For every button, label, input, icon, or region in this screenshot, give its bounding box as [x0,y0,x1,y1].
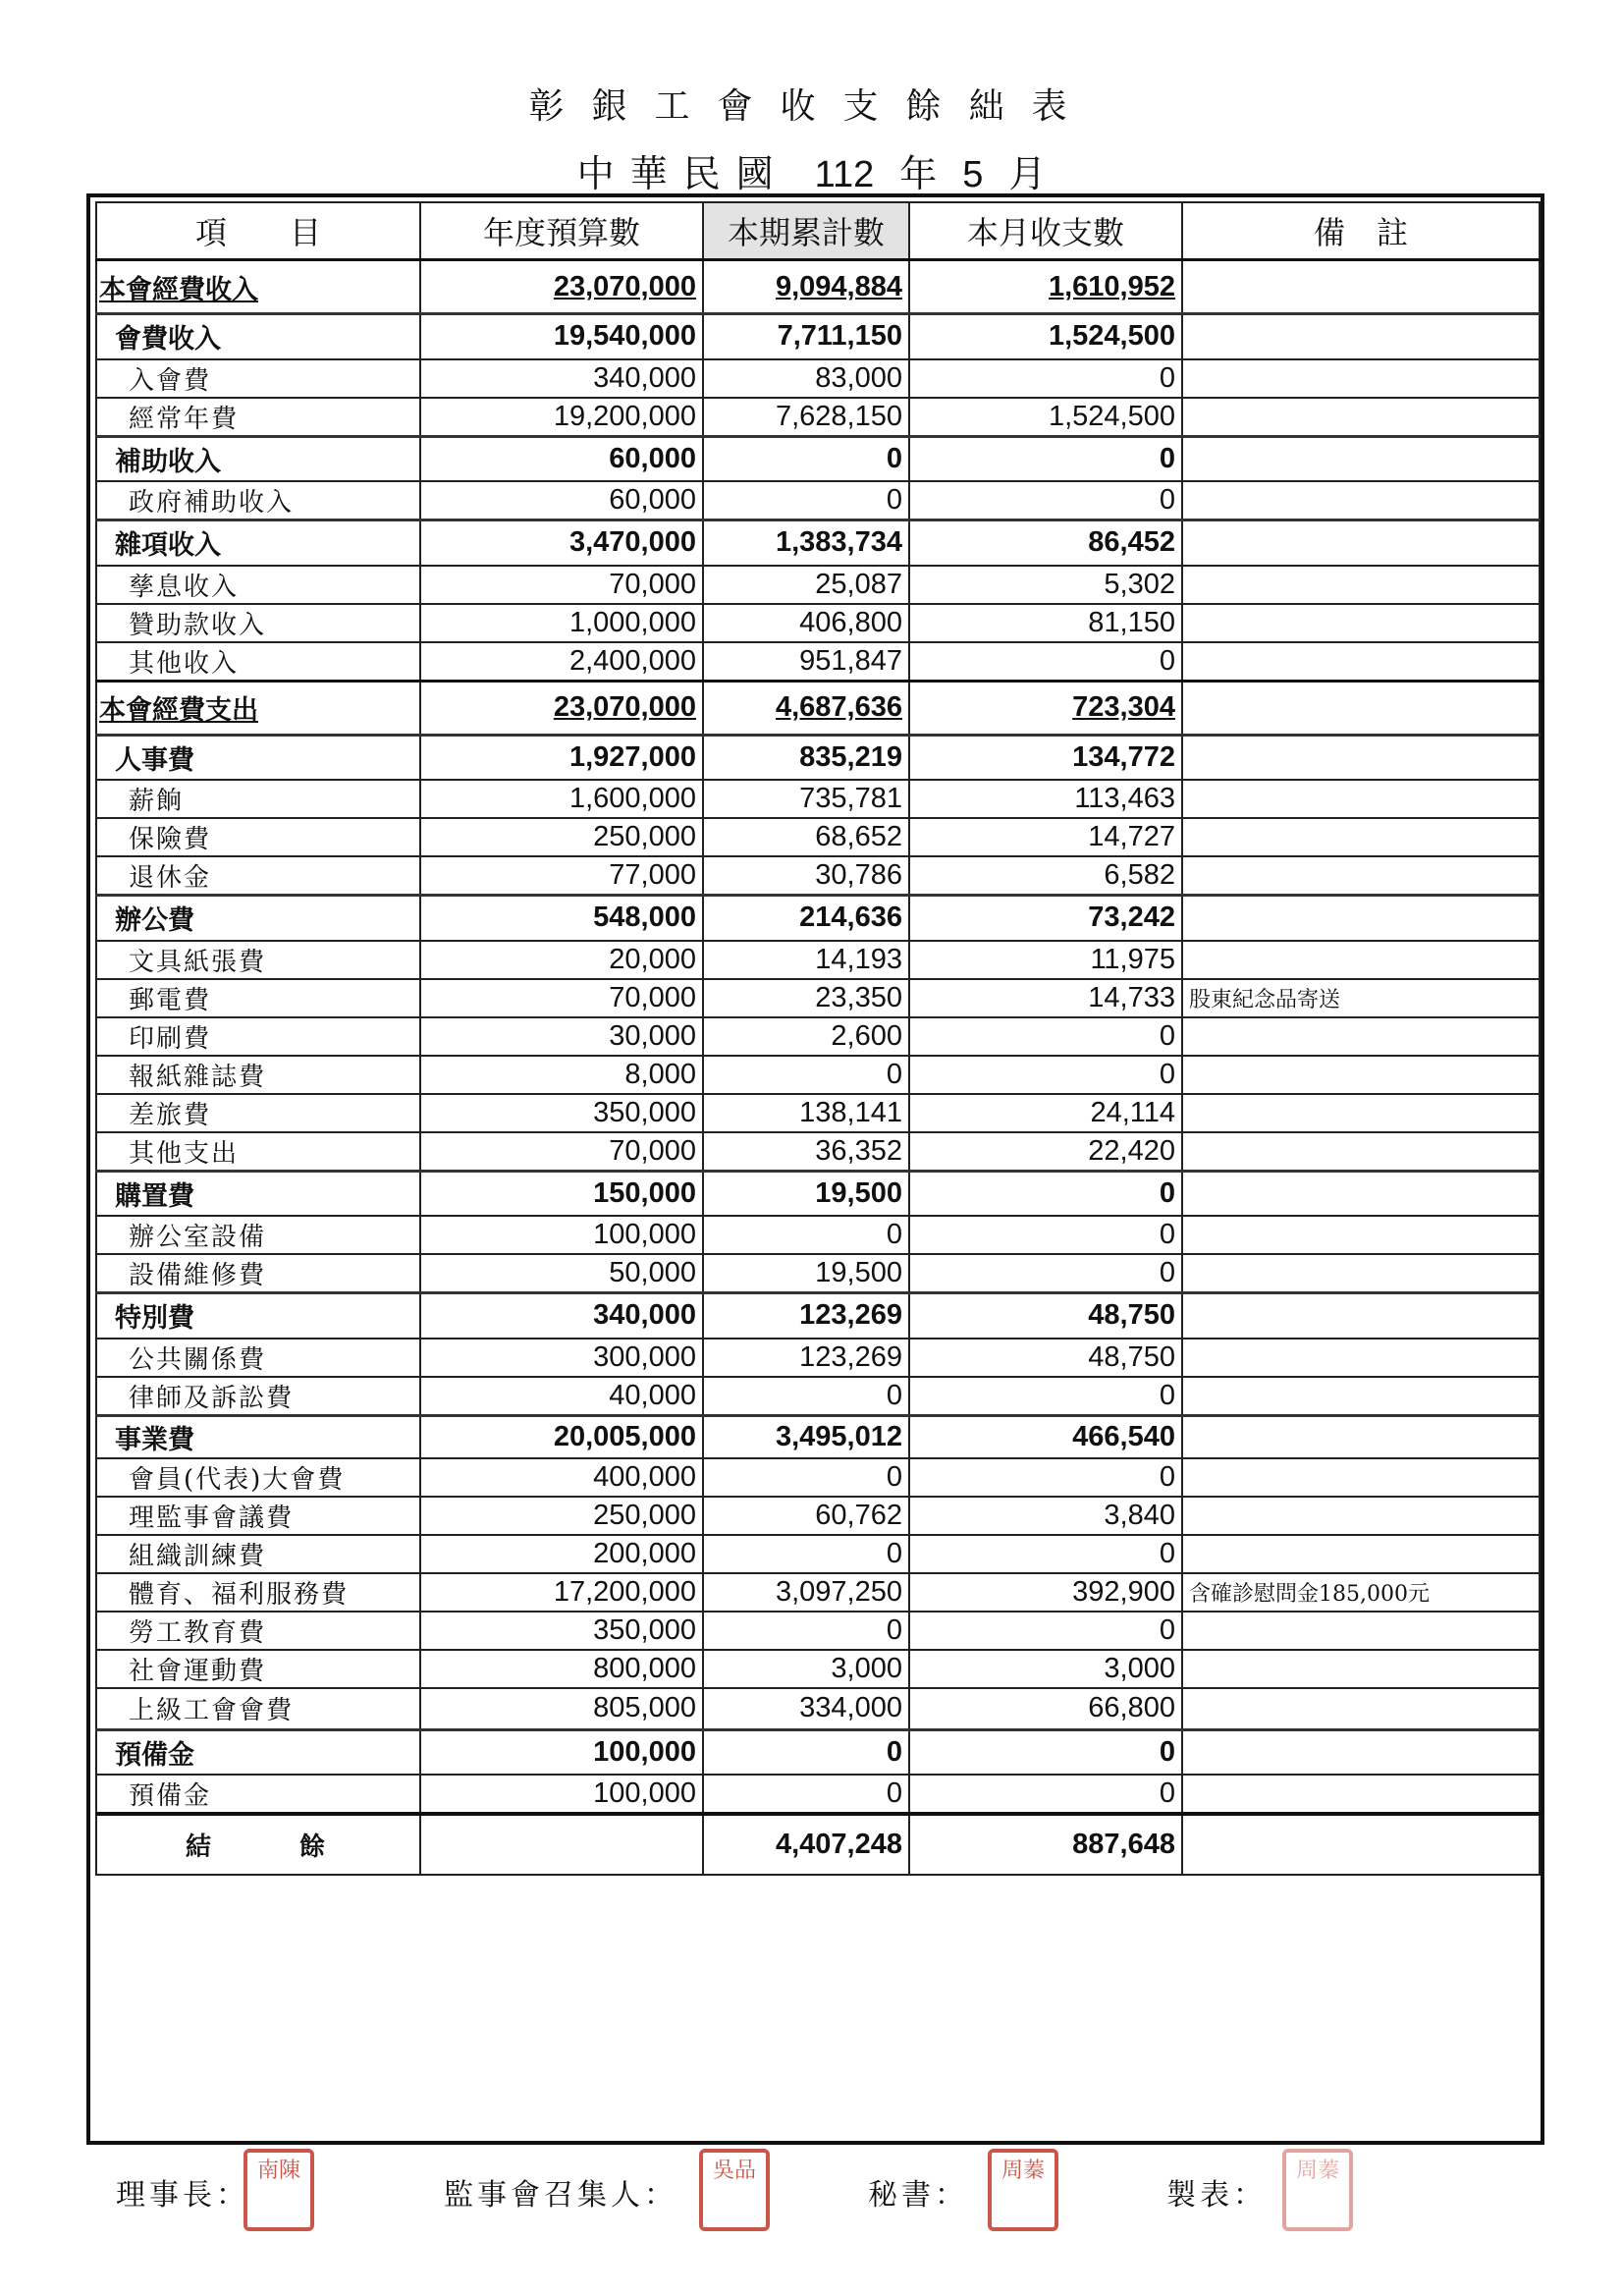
row-cumulative: 123,269 [703,1293,909,1339]
row-budget: 1,600,000 [420,780,703,818]
row-label: 設備維修費 [96,1254,420,1293]
row-note [1182,1293,1540,1339]
row-monthly: 24,114 [909,1094,1182,1132]
era-label: 中華民國 [576,152,789,195]
table-row [96,1458,1540,1497]
row-monthly: 6,582 [909,856,1182,896]
row-note [1182,1171,1540,1216]
chair-label: 理事長： [116,2178,249,2213]
row-note [1182,1254,1540,1293]
row-budget: 77,000 [420,856,703,896]
row-note [1182,1497,1540,1535]
row-monthly: 392,900 [909,1573,1182,1612]
table-row [96,856,1540,896]
row-label: 會員(代表)大會費 [96,1458,420,1497]
table-row [96,520,1540,566]
row-monthly: 134,772 [909,735,1182,780]
row-cumulative: 1,383,734 [703,520,909,566]
row-budget: 40,000 [420,1377,703,1416]
row-note [1182,1458,1540,1497]
row-budget: 340,000 [420,359,703,398]
row-monthly: 0 [909,481,1182,520]
row-monthly: 0 [909,1729,1182,1775]
row-budget: 400,000 [420,1458,703,1497]
row-note [1182,1017,1540,1056]
row-label: 預備金 [96,1729,420,1775]
row-note [1182,1216,1540,1254]
row-cumulative: 406,800 [703,604,909,642]
row-label: 保險費 [96,818,420,856]
row-budget: 350,000 [420,1612,703,1650]
row-note [1182,1729,1540,1775]
row-monthly: 73,242 [909,896,1182,941]
row-note [1182,1535,1540,1573]
table-row [96,1775,1540,1814]
row-cumulative: 0 [703,436,909,481]
table-row [96,359,1540,398]
row-monthly: 466,540 [909,1415,1182,1458]
row-cumulative: 123,269 [703,1339,909,1377]
row-note [1182,604,1540,642]
row-budget: 70,000 [420,566,703,604]
table-row [96,604,1540,642]
row-monthly: 48,750 [909,1293,1182,1339]
table-row [96,1650,1540,1688]
month-unit: 月 [1008,152,1047,195]
page-title: 彰銀工會收支餘絀表 [528,86,1095,127]
row-note [1182,681,1540,735]
row-label: 體育、福利服務費 [96,1573,420,1612]
surplus-note [1182,1814,1540,1875]
row-cumulative: 0 [703,1775,909,1814]
surplus-monthly: 887,648 [909,1814,1182,1875]
row-budget: 20,005,000 [420,1415,703,1458]
row-budget: 250,000 [420,1497,703,1535]
row-label: 其他收入 [96,642,420,682]
table-row [96,1535,1540,1573]
row-budget: 23,070,000 [420,260,703,314]
table-row [96,1293,1540,1339]
row-label: 購置費 [96,1171,420,1216]
row-label: 勞工教育費 [96,1612,420,1650]
row-monthly: 0 [909,1612,1182,1650]
row-label: 辦公費 [96,896,420,941]
row-cumulative: 0 [703,1729,909,1775]
row-note [1182,856,1540,896]
row-monthly: 0 [909,1535,1182,1573]
row-monthly: 0 [909,1377,1182,1416]
row-budget: 100,000 [420,1216,703,1254]
row-note [1182,314,1540,359]
row-label: 組織訓練費 [96,1535,420,1573]
row-budget: 60,000 [420,481,703,520]
table-row [96,735,1540,780]
year-unit: 年 [899,152,938,195]
preparer-seal: 周蓁 [1282,2149,1353,2231]
table-row [96,1612,1540,1650]
row-label: 特別費 [96,1293,420,1339]
table-row [96,1573,1540,1612]
row-label: 文具紙張費 [96,941,420,979]
row-cumulative: 36,352 [703,1132,909,1172]
row-note [1182,481,1540,520]
table-row [96,681,1540,735]
row-monthly: 81,150 [909,604,1182,642]
row-monthly: 22,420 [909,1132,1182,1172]
row-note [1182,941,1540,979]
row-cumulative: 4,687,636 [703,681,909,735]
row-note [1182,398,1540,437]
table-row [96,314,1540,359]
header-budget: 年度預算數 [420,202,703,260]
row-budget: 8,000 [420,1056,703,1094]
row-cumulative: 19,500 [703,1171,909,1216]
row-note [1182,1132,1540,1172]
table-row [96,1171,1540,1216]
row-monthly: 48,750 [909,1339,1182,1377]
row-note [1182,359,1540,398]
surplus-row [96,1814,1540,1875]
row-budget: 100,000 [420,1729,703,1775]
row-cumulative: 3,495,012 [703,1415,909,1458]
row-monthly: 0 [909,1171,1182,1216]
row-label: 郵電費 [96,979,420,1017]
table-row [96,818,1540,856]
year-value: 112 [814,154,875,195]
row-monthly: 0 [909,1775,1182,1814]
row-budget: 3,470,000 [420,520,703,566]
row-note [1182,520,1540,566]
row-cumulative: 0 [703,481,909,520]
table-row [96,1132,1540,1172]
row-monthly: 14,733 [909,979,1182,1017]
row-note [1182,1650,1540,1688]
row-cumulative: 3,000 [703,1650,909,1688]
row-monthly: 3,840 [909,1497,1182,1535]
row-cumulative: 19,500 [703,1254,909,1293]
row-monthly: 0 [909,359,1182,398]
row-budget: 60,000 [420,436,703,481]
table-row [96,1017,1540,1056]
table-row [96,481,1540,520]
row-note [1182,1775,1540,1814]
supervisor-seal: 吳品 [699,2149,770,2231]
row-cumulative: 0 [703,1458,909,1497]
row-budget: 20,000 [420,941,703,979]
row-note [1182,566,1540,604]
row-cumulative: 0 [703,1535,909,1573]
row-budget: 548,000 [420,896,703,941]
chair-seal: 南陳 [243,2149,314,2231]
row-label: 孳息收入 [96,566,420,604]
row-cumulative: 7,711,150 [703,314,909,359]
report-period [0,143,1623,197]
row-budget: 70,000 [420,1132,703,1172]
row-label: 補助收入 [96,436,420,481]
row-label: 退休金 [96,856,420,896]
row-budget: 50,000 [420,1254,703,1293]
row-label: 贊助款收入 [96,604,420,642]
row-budget: 1,927,000 [420,735,703,780]
row-monthly: 0 [909,642,1182,682]
row-cumulative: 138,141 [703,1094,909,1132]
row-label: 律師及訴訟費 [96,1377,420,1416]
header-cumulative: 本期累計數 [703,202,909,260]
row-label: 公共關係費 [96,1339,420,1377]
row-budget: 17,200,000 [420,1573,703,1612]
row-monthly: 0 [909,1017,1182,1056]
header-item: 項 目 [96,202,420,260]
month-value: 5 [962,154,984,195]
row-cumulative: 60,762 [703,1497,909,1535]
row-label: 經常年費 [96,398,420,437]
row-cumulative: 7,628,150 [703,398,909,437]
row-note [1182,780,1540,818]
table-body [96,260,1540,1815]
row-label: 其他支出 [96,1132,420,1172]
header-remarks: 備 註 [1182,202,1540,260]
row-cumulative: 735,781 [703,780,909,818]
row-cumulative: 83,000 [703,359,909,398]
row-label: 政府補助收入 [96,481,420,520]
row-monthly: 86,452 [909,520,1182,566]
row-note [1182,1094,1540,1132]
row-label: 辦公室設備 [96,1216,420,1254]
table-row [96,1254,1540,1293]
row-label: 人事費 [96,735,420,780]
row-cumulative: 68,652 [703,818,909,856]
row-note [1182,1688,1540,1729]
row-note: 含確診慰問金185,000元 [1182,1573,1540,1612]
header-monthly: 本月收支數 [909,202,1182,260]
row-budget: 70,000 [420,979,703,1017]
surplus-budget [420,1814,703,1875]
row-budget: 340,000 [420,1293,703,1339]
table-row [96,1216,1540,1254]
row-label: 報紙雜誌費 [96,1056,420,1094]
row-cumulative: 334,000 [703,1688,909,1729]
row-cumulative: 25,087 [703,566,909,604]
row-label: 理監事會議費 [96,1497,420,1535]
table-row [96,1377,1540,1416]
row-cumulative: 0 [703,1377,909,1416]
row-monthly: 1,524,500 [909,398,1182,437]
row-monthly: 0 [909,436,1182,481]
row-monthly: 0 [909,1216,1182,1254]
row-budget: 100,000 [420,1775,703,1814]
surplus-label: 結餘 [96,1814,420,1875]
table-row [96,398,1540,437]
row-cumulative: 2,600 [703,1017,909,1056]
row-monthly: 14,727 [909,818,1182,856]
row-budget: 805,000 [420,1688,703,1729]
row-label: 事業費 [96,1415,420,1458]
row-label: 印刷費 [96,1017,420,1056]
row-monthly: 113,463 [909,780,1182,818]
table-row [96,979,1540,1017]
table-row [96,896,1540,941]
row-monthly: 66,800 [909,1688,1182,1729]
signature-block [0,2149,1623,2267]
row-note [1182,1415,1540,1458]
secretary-seal: 周蓁 [988,2149,1058,2231]
row-cumulative: 951,847 [703,642,909,682]
row-budget: 800,000 [420,1650,703,1688]
row-cumulative: 3,097,250 [703,1573,909,1612]
row-label: 社會運動費 [96,1650,420,1688]
row-label: 會費收入 [96,314,420,359]
table-row [96,1056,1540,1094]
row-label: 上級工會會費 [96,1688,420,1729]
row-label: 差旅費 [96,1094,420,1132]
table-row [96,1415,1540,1458]
row-label: 本會經費收入 [96,260,420,314]
row-budget: 2,400,000 [420,642,703,682]
row-monthly: 3,000 [909,1650,1182,1688]
row-label: 雜項收入 [96,520,420,566]
row-budget: 350,000 [420,1094,703,1132]
row-cumulative: 214,636 [703,896,909,941]
row-monthly: 723,304 [909,681,1182,735]
table-row [96,566,1540,604]
preparer-label: 製表： [1166,2178,1267,2213]
table-row [96,1339,1540,1377]
row-monthly: 11,975 [909,941,1182,979]
row-note [1182,436,1540,481]
row-budget: 19,540,000 [420,314,703,359]
row-budget: 200,000 [420,1535,703,1573]
row-budget: 23,070,000 [420,681,703,735]
row-monthly: 1,610,952 [909,260,1182,314]
row-budget: 1,000,000 [420,604,703,642]
row-note [1182,1377,1540,1416]
row-note [1182,818,1540,856]
row-cumulative: 23,350 [703,979,909,1017]
table-row [96,260,1540,314]
table-row [96,642,1540,682]
table-row [96,436,1540,481]
table-row [96,1729,1540,1775]
row-monthly: 1,524,500 [909,314,1182,359]
row-budget: 30,000 [420,1017,703,1056]
header-row [96,202,1540,260]
row-cumulative: 30,786 [703,856,909,896]
row-label: 預備金 [96,1775,420,1814]
row-monthly: 0 [909,1458,1182,1497]
row-budget: 250,000 [420,818,703,856]
row-monthly: 5,302 [909,566,1182,604]
table-row [96,1497,1540,1535]
row-cumulative: 835,219 [703,735,909,780]
row-note: 股東紀念品寄送 [1182,979,1540,1017]
row-note [1182,1339,1540,1377]
row-note [1182,260,1540,314]
supervisor-label: 監事會召集人： [444,2178,677,2213]
row-monthly: 0 [909,1056,1182,1094]
row-note [1182,735,1540,780]
income-expense-table [95,201,1541,1876]
row-note [1182,642,1540,682]
row-note [1182,896,1540,941]
table-row [96,1094,1540,1132]
row-label: 入會費 [96,359,420,398]
secretary-label: 秘書： [868,2178,968,2213]
row-budget: 19,200,000 [420,398,703,437]
table-row [96,1688,1540,1729]
table-row [96,780,1540,818]
row-note [1182,1612,1540,1650]
row-cumulative: 9,094,884 [703,260,909,314]
surplus-cumulative: 4,407,248 [703,1814,909,1875]
row-label: 薪餉 [96,780,420,818]
row-budget: 150,000 [420,1171,703,1216]
row-cumulative: 0 [703,1612,909,1650]
row-cumulative: 0 [703,1216,909,1254]
table-row [96,941,1540,979]
row-monthly: 0 [909,1254,1182,1293]
row-label: 本會經費支出 [96,681,420,735]
row-cumulative: 0 [703,1056,909,1094]
row-budget: 300,000 [420,1339,703,1377]
row-note [1182,1056,1540,1094]
row-cumulative: 14,193 [703,941,909,979]
